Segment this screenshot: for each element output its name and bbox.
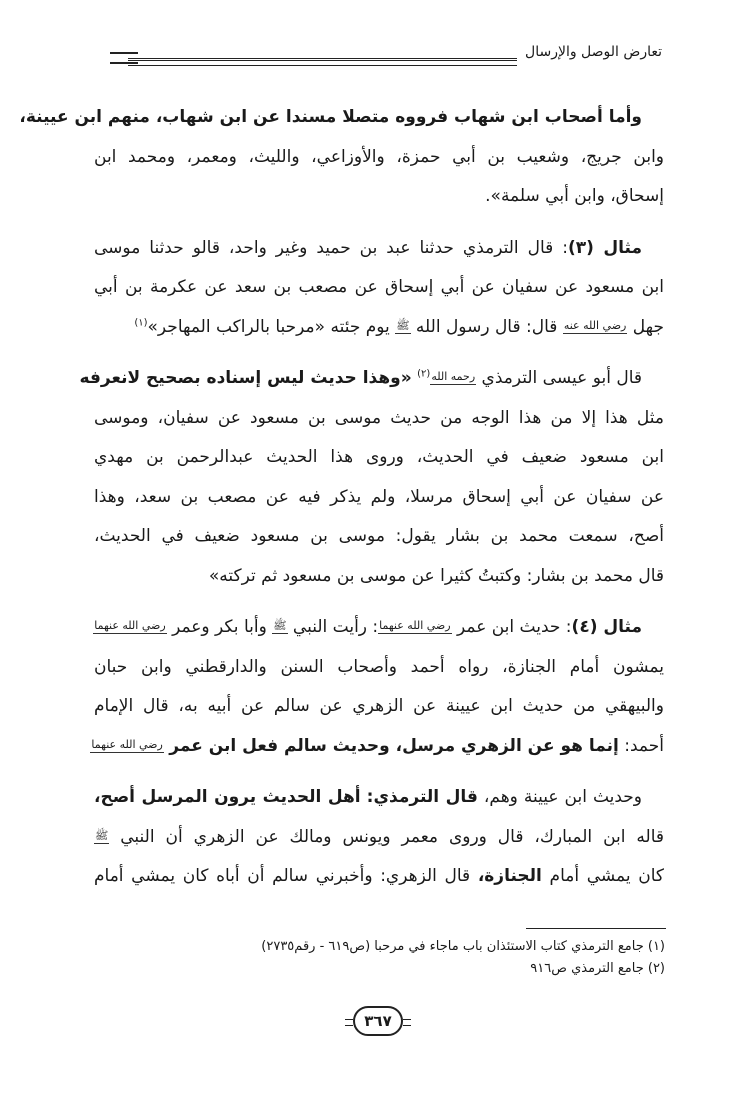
honorific-salla-icon: ﷺ bbox=[396, 318, 410, 332]
honorific-radiya-icon: رضي الله عنه bbox=[563, 318, 627, 332]
text-span: : رأيت النبي bbox=[292, 617, 379, 637]
text-line bbox=[91, 727, 664, 767]
footnote-ref-1[interactable]: (١) bbox=[134, 316, 148, 328]
honorific-radiya-icon: رضي الله عنهما bbox=[379, 619, 451, 632]
text-line: ابن مسعود عن سفيان عن أبي إسحاق عن مصعب بن سعد عن عكرمة بن أبي bbox=[94, 277, 664, 297]
honorific-radiya-icon: رضي الله عنهما bbox=[94, 619, 166, 632]
example-label: مثال (٣) bbox=[567, 237, 643, 258]
text-span: وأبا بكر وعمر bbox=[172, 617, 267, 637]
text-line: قال محمد بن بشار: وكتبتُ كثيرا عن موسى بن مسعود ثم تركته» bbox=[208, 565, 664, 586]
text-line bbox=[94, 608, 664, 648]
text-span: قال أبو عيسى الترمذي bbox=[481, 368, 642, 388]
text-span: وحديث ابن عيينة وهم، bbox=[483, 787, 643, 807]
text-span: جهل bbox=[632, 316, 664, 337]
text-line: مثل هذا إلا من هذا الوجه من حديث موسى بن مسعود عن سفيان، وموسى bbox=[94, 407, 664, 428]
text-span: قاله ابن المبارك، قال وروى معمر ويونس ومالك عن الزهري أن النبي bbox=[120, 826, 665, 847]
running-header bbox=[60, 40, 662, 72]
paragraph-1 bbox=[19, 98, 664, 217]
text-line: إسحاق، وابن أبي سلمة». bbox=[485, 186, 664, 206]
running-header-title: تعارض الوصل والإرسال bbox=[525, 44, 662, 60]
text-line bbox=[94, 308, 664, 348]
text-line: ابن مسعود ضعيف في الحديث، وروى هذا الحديث عبدالرحمن بن مهدي bbox=[94, 447, 664, 467]
text-line: عن سفيان عن أبي إسحاق مرسلا، ولم يذكر فيه عن مصعب بن سعد، وهذا bbox=[94, 486, 664, 507]
bold-text: وأما أصحاب ابن شهاب فرووه متصلا مسندا عن ابن شهاب، منهم ابن عيينة، bbox=[19, 107, 642, 127]
footnote-ref-2[interactable]: (٢) bbox=[417, 368, 431, 380]
text-line bbox=[94, 229, 664, 269]
text-span: قال الزهري: وأخبرني سالم أن أباه كان يمشي أمام bbox=[94, 866, 471, 886]
example-label: مثال (٤) bbox=[571, 617, 642, 637]
bold-text: «وهذا حديث ليس إسناده بصحيح لانعرفه bbox=[79, 368, 412, 388]
paragraph-5 bbox=[94, 778, 664, 897]
text-span: : حديث ابن عمر bbox=[456, 617, 572, 637]
page-body bbox=[19, 98, 665, 909]
bold-text: قال الترمذي: bbox=[366, 787, 478, 807]
page-number: ٣٦٧ bbox=[353, 1006, 403, 1036]
footnote-2: (٢) جامع الترمذي ص٩١٦ bbox=[530, 961, 665, 976]
honorific-salla-icon: ﷺ bbox=[95, 828, 109, 842]
text-line bbox=[94, 778, 664, 818]
footnote-1: (١) جامع الترمذي كتاب الاستئذان باب ماجاء في مرحبا (ص٦١٩ - رقم٢٧٣٥) bbox=[261, 939, 665, 954]
bold-text: أهل الحديث يرون المرسل أصح، bbox=[94, 787, 361, 807]
honorific-rahimahullah-icon: رحمه الله bbox=[431, 370, 476, 383]
text-line bbox=[94, 857, 664, 897]
text-line bbox=[94, 818, 664, 858]
paragraph-2 bbox=[94, 229, 664, 348]
text-line: والبيهقي من حديث ابن عيينة عن الزهري عن سالم عن أبيه به، قال الإمام bbox=[94, 696, 664, 716]
footnote-separator bbox=[526, 928, 666, 929]
text-span: كان يمشي أمام bbox=[549, 866, 665, 886]
header-rule bbox=[128, 58, 517, 61]
text-span: أحمد: bbox=[624, 735, 664, 756]
text-span: يوم جئته «مرحبا بالراكب المهاجر» bbox=[147, 316, 390, 337]
paragraph-3 bbox=[79, 359, 664, 596]
text-span: : قال الترمذي حدثنا عبد بن حميد وغير واحد، قالو حدثنا موسى bbox=[94, 237, 568, 258]
text-line: وابن جريج، وشعيب بن أبي حمزة، والأوزاعي، والليث، ومعمر، ومحمد ابن bbox=[94, 146, 664, 167]
text-line: أصح، سمعت محمد بن بشار يقول: موسى بن مسعود ضعيف في الحديث، bbox=[94, 526, 664, 546]
bold-text: إنما هو عن الزهري مرسل، وحديث سالم فعل ابن عمر bbox=[169, 735, 619, 756]
text-line bbox=[19, 98, 664, 138]
honorific-radiya-icon: رضي الله عنهما bbox=[91, 737, 163, 751]
footnotes bbox=[105, 936, 665, 980]
bold-text: الجنازة، bbox=[477, 866, 542, 886]
text-line bbox=[79, 359, 664, 399]
text-span: قال: قال رسول الله bbox=[415, 316, 558, 337]
honorific-salla-icon: ﷺ bbox=[273, 619, 287, 632]
paragraph-4 bbox=[91, 608, 664, 766]
text-line: يمشون أمام الجنازة، رواه أحمد وأصحاب السنن والدارقطني وابن حبان bbox=[94, 656, 664, 677]
